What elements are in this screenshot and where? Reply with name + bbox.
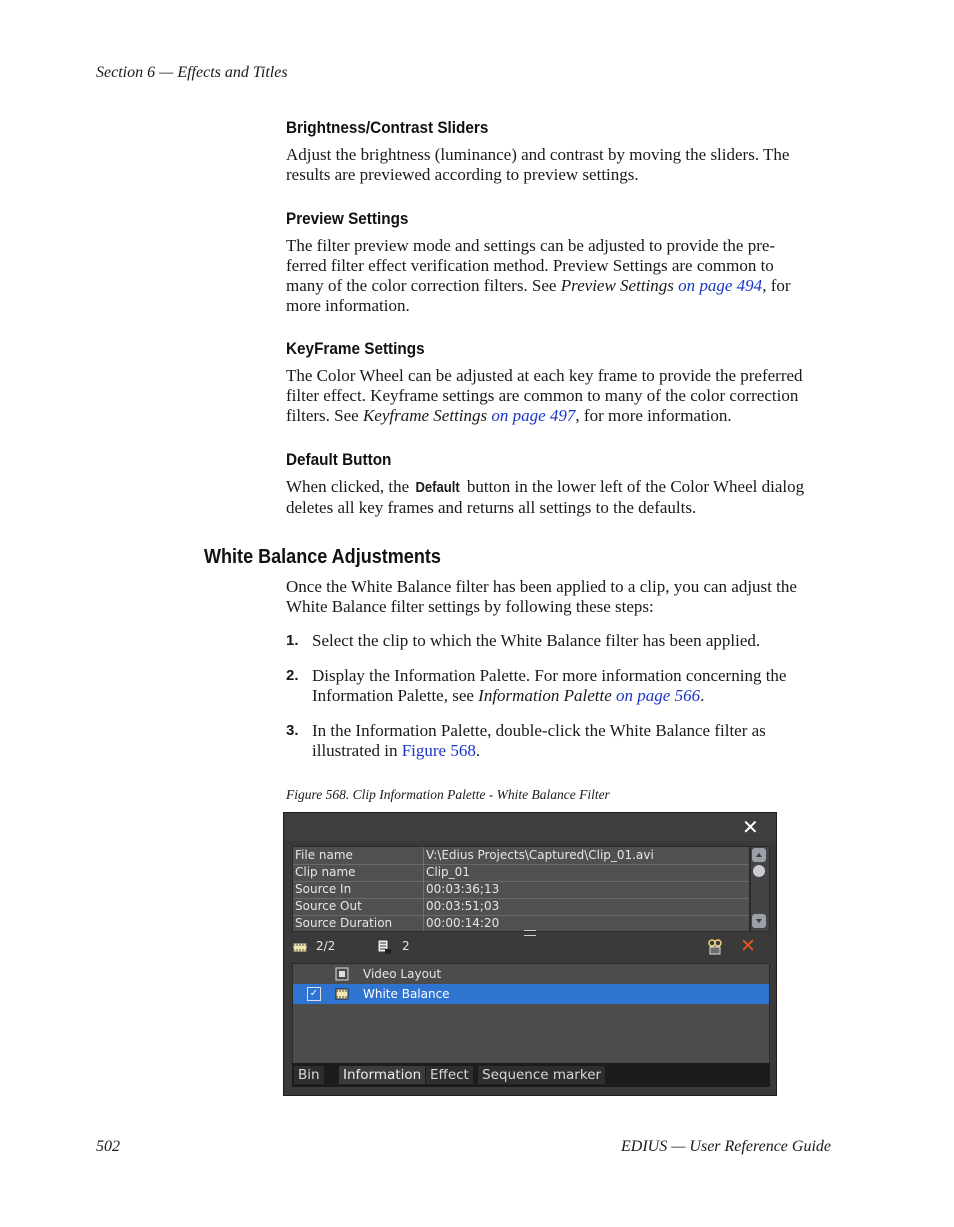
clip-information-palette [283, 812, 777, 1096]
text-line: ferred filter effect verification method. Preview Settings are common to [286, 256, 774, 275]
page-number: 502 [96, 1138, 120, 1155]
table-row [293, 881, 749, 899]
property-value: V:\Edius Projects\Captured\Clip_01.avi [426, 848, 654, 862]
filter-count: 2 [402, 939, 410, 953]
page-link-494[interactable]: on page 494 [678, 276, 763, 295]
palette-titlebar [284, 813, 776, 841]
text-segment: , for more information. [575, 406, 732, 425]
text-segment: illustrated in [312, 741, 402, 760]
paragraph-default-button [286, 477, 834, 518]
property-key: Source Duration [295, 916, 393, 930]
text-line: more information. [286, 296, 410, 315]
tab-sequence-marker[interactable]: Sequence marker [478, 1066, 605, 1084]
chevron-up-icon [752, 848, 766, 862]
step-1 [286, 631, 834, 651]
step-2 [286, 666, 834, 706]
text-line: Select the clip to which the White Balance filter has been applied. [312, 631, 761, 650]
property-value: 00:03:36;13 [426, 882, 500, 896]
default-button-label: Default [415, 480, 461, 496]
text-segment: . [475, 741, 481, 760]
delete-filter-icon[interactable]: ✕ [740, 935, 756, 957]
step-number: 1. [286, 632, 299, 649]
text-line: Adjust the brightness (luminance) and contrast by moving the sliders. The [286, 145, 790, 164]
text-line: Display the Information Palette. For more information concerning the [312, 666, 787, 685]
text-line: filter effect. Keyframe settings are common to many of the color correction [286, 386, 799, 405]
heading-preview-settings: Preview Settings [286, 209, 409, 228]
text-segment: . [700, 686, 705, 705]
text-segment: button in the lower left of the Color Wheel dialog [462, 477, 805, 496]
text-line [286, 477, 834, 498]
text-line: results are previewed according to preview settings. [286, 165, 639, 184]
paragraph-white-balance-intro [286, 577, 834, 617]
text-line: In the Information Palette, double-click the White Balance filter as [312, 721, 766, 740]
cross-reference-title: Information Palette [478, 686, 612, 705]
chevron-down-icon [752, 914, 766, 928]
step-text [312, 631, 842, 651]
close-icon[interactable]: ✕ [742, 815, 759, 839]
table-row [293, 864, 749, 882]
column-divider [423, 847, 424, 931]
property-key: File name [295, 848, 353, 862]
step-3 [286, 721, 834, 761]
text-line [286, 276, 834, 296]
text-segment: Information Palette, see [312, 686, 479, 705]
filter-name: Video Layout [363, 967, 442, 981]
text-line: deletes all key frames and returns all settings to the defaults. [286, 498, 697, 517]
step-text [312, 721, 842, 761]
heading-brightness-contrast: Brightness/Contrast Sliders [286, 118, 489, 137]
white-balance-filter-icon [335, 987, 349, 1007]
filter-row-video-layout[interactable] [293, 964, 769, 984]
filter-name: White Balance [363, 987, 450, 1001]
scroll-thumb[interactable] [753, 865, 765, 877]
text-line: White Balance filter settings by following these steps: [286, 597, 654, 616]
heading-keyframe-settings: KeyFrame Settings [286, 339, 425, 358]
step-number: 2. [286, 667, 299, 684]
property-key: Source Out [295, 899, 362, 913]
scroll-down-button[interactable] [752, 914, 766, 928]
table-row [293, 915, 749, 932]
clip-count: 2/2 [316, 939, 336, 953]
filter-list [292, 963, 770, 1065]
guide-title: EDIUS — User Reference Guide [620, 1138, 831, 1155]
heading-white-balance-adjustments: White Balance Adjustments [204, 545, 441, 568]
text-line: The Color Wheel can be adjusted at each key frame to provide the preferred [286, 366, 803, 385]
text-line: The filter preview mode and settings can be adjusted to provide the pre- [286, 236, 776, 255]
filter-settings-icon[interactable] [706, 937, 724, 955]
filter-enabled-checkbox[interactable]: ✓ [307, 987, 321, 1001]
text-line [312, 686, 842, 706]
property-value: 00:00:14:20 [426, 916, 500, 930]
page-link-497[interactable]: on page 497 [491, 406, 576, 425]
property-key: Clip name [295, 865, 356, 879]
scroll-up-button[interactable] [752, 848, 766, 862]
tab-information[interactable]: Information [339, 1066, 425, 1084]
step-number: 3. [286, 722, 299, 739]
text-line: Once the White Balance filter has been applied to a clip, you can adjust the [286, 577, 797, 596]
clip-icon [292, 937, 308, 955]
running-head: Section 6 — Effects and Titles [96, 64, 288, 81]
paragraph-brightness [286, 145, 834, 185]
palette-tabs [292, 1063, 770, 1087]
text-segment: , for [762, 276, 791, 295]
text-segment: When clicked, the [286, 477, 414, 496]
step-text [312, 666, 842, 706]
property-key: Source In [295, 882, 352, 896]
filter-row-white-balance[interactable] [293, 984, 769, 1004]
text-segment: many of the color correction filters. See [286, 276, 561, 295]
figure-link-568[interactable]: Figure 568 [401, 741, 476, 760]
property-value: Clip_01 [426, 865, 470, 879]
page-link-566[interactable]: on page 566 [616, 686, 701, 705]
text-line [312, 741, 842, 761]
table-row [293, 898, 749, 916]
paragraph-keyframe [286, 366, 834, 426]
palette-toolbar [284, 935, 776, 959]
table-row [293, 847, 749, 865]
filter-list-icon [376, 937, 392, 955]
cross-reference-title: Keyframe Settings [362, 406, 488, 425]
text-segment: filters. See [286, 406, 363, 425]
tab-effect[interactable]: Effect [426, 1066, 473, 1084]
cross-reference-title: Preview Settings [560, 276, 674, 295]
property-value: 00:03:51;03 [426, 899, 500, 913]
text-line [286, 406, 834, 426]
properties-scrollbar[interactable] [750, 846, 770, 932]
paragraph-preview [286, 236, 834, 316]
figure-caption: Figure 568. Clip Information Palette - White Balance Filter [286, 787, 610, 802]
tab-bin[interactable]: Bin [294, 1066, 324, 1084]
heading-default-button: Default Button [286, 450, 392, 469]
clip-properties-table [292, 846, 750, 932]
